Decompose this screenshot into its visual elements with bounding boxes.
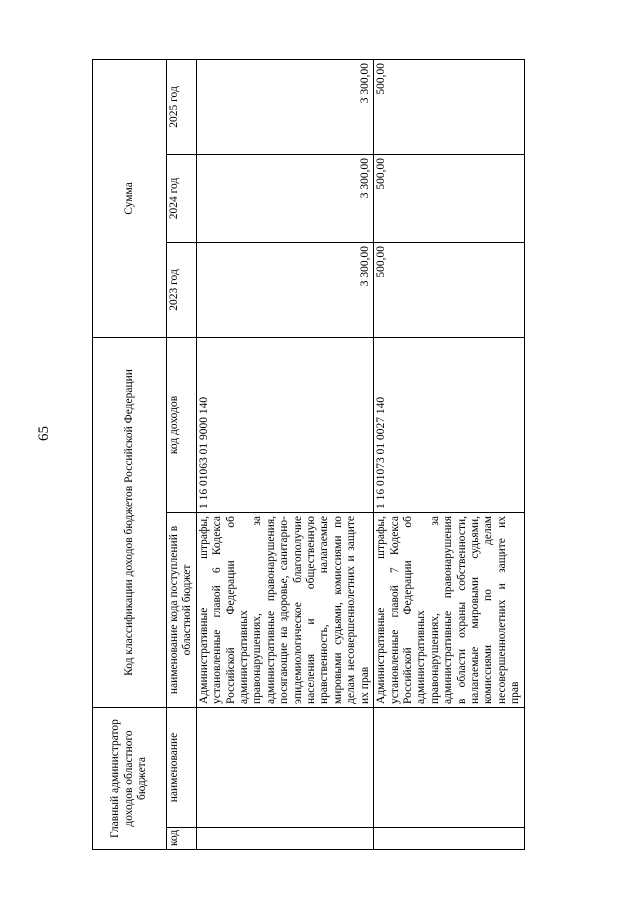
- text-line: Российской Федерации об: [401, 515, 414, 704]
- text-line: их прав: [358, 666, 371, 704]
- text-line: установленные главой 6 Кодекса: [211, 515, 224, 704]
- text-line: налагаемые мировыми судьями,: [468, 515, 481, 704]
- text-line: административные правонарушения: [442, 515, 455, 704]
- header-year-2025: 2025 год: [167, 59, 197, 154]
- header-admin-name: наименование: [167, 707, 197, 827]
- row-amount-2024: 500,00: [374, 154, 525, 242]
- row-amount-2023: 3 300,00: [196, 242, 373, 337]
- rotated-table-container: [92, 60, 525, 850]
- row-income-code: 1 16 01073 01 0027 140: [374, 337, 525, 512]
- text-line: административных: [238, 610, 251, 704]
- text-line: установленные главой 7 Кодекса: [388, 515, 401, 704]
- row-amount-2025: 500,00: [374, 59, 525, 154]
- text-line: административных: [415, 610, 428, 704]
- text-line: правонарушениях, за: [428, 515, 441, 704]
- text-line: административные правонарушения,: [264, 515, 277, 704]
- text-line: прав: [509, 681, 522, 704]
- text-line: посягающие на здоровье, санитарно-: [278, 515, 291, 704]
- header-income-name: наименование кода поступлений в областной бюджет: [167, 512, 197, 707]
- row-admin-code: [196, 828, 373, 850]
- budget-income-table: [92, 59, 525, 850]
- text-line: нравственность, налагаемые: [318, 515, 331, 704]
- row-income-code: 1 16 01063 01 9000 140: [196, 337, 373, 512]
- row-amount-2023: 500,00: [374, 242, 525, 337]
- text-line: мировыми судьями, комиссиями по: [331, 515, 344, 704]
- text-line: Административные штрафы,: [197, 515, 210, 704]
- text-line: делам несовершеннолетних и защите: [345, 515, 358, 704]
- row-admin-name: [196, 707, 373, 827]
- page-number: 65: [36, 426, 52, 441]
- text-line: Административные штрафы,: [375, 515, 388, 704]
- text-line: комиссиями по делам: [482, 515, 495, 704]
- text-line: населения и общественную: [305, 515, 318, 704]
- header-year-2023: 2023 год: [167, 242, 197, 337]
- row-income-name: [196, 512, 373, 707]
- text-line: правонарушениях, за: [251, 515, 264, 704]
- header-year-2024: 2024 год: [167, 154, 197, 242]
- text-line: Российской Федерации об: [224, 515, 237, 704]
- row-admin-code: [374, 828, 525, 850]
- row-admin-name: [374, 707, 525, 827]
- row-amount-2025: 3 300,00: [196, 59, 373, 154]
- header-admin-group: Главный администратор доходов областного бюджета: [93, 707, 167, 849]
- table-row: [374, 59, 525, 849]
- text-line: эпидемиологическое благополучие: [291, 515, 304, 704]
- header-sum-group: Сумма: [93, 59, 167, 337]
- header-classification-group: Код классификации доходов бюджетов Российской Федерации: [93, 337, 167, 707]
- row-income-name: [374, 512, 525, 707]
- text-line: в области охраны собственности,: [455, 515, 468, 704]
- table-row: [196, 59, 373, 849]
- header-income-code: код доходов: [167, 337, 197, 512]
- row-amount-2024: 3 300,00: [196, 154, 373, 242]
- header-admin-code: код: [167, 828, 197, 850]
- text-line: несовершеннолетних и защите их: [495, 515, 508, 704]
